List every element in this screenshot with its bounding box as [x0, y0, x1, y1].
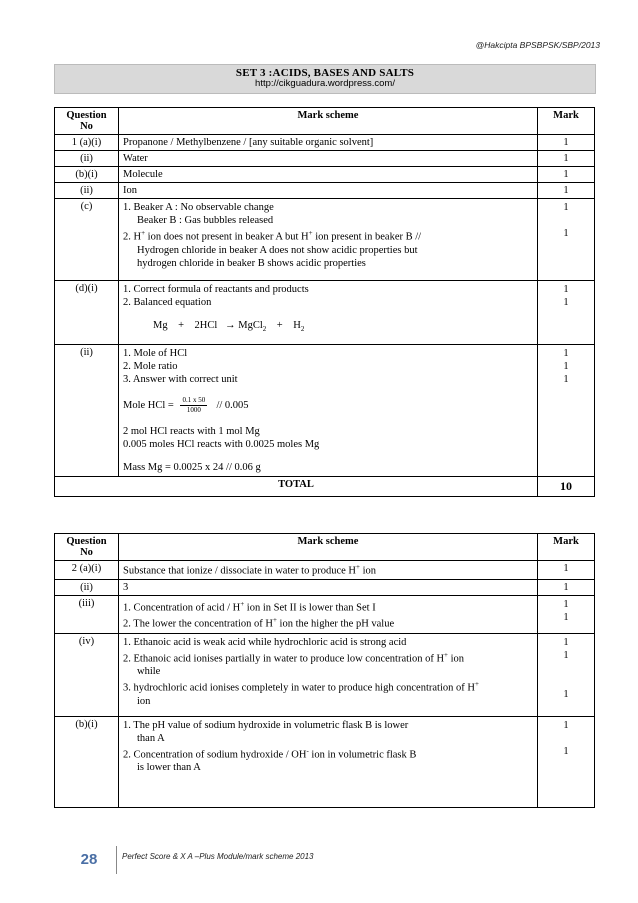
table-row: (iv) 1. Ethanoic acid is weak acid while hydrochloric acid is strong acid 2. Ethanoic acid ionises partially in water to produce low concentration of H+ ion while 3. hydrochloric acid ionises completely in water to produce high concentration of H+ ion 1 1 1 — [55, 633, 595, 716]
chemical-equation: Mg + 2HCl → MgCl$_2$ + $H_2$ — [153, 319, 305, 333]
question-header: Question No — [55, 534, 119, 561]
table-row: (iii) 1. Concentration of acid / H+ ion in Set II is lower than Set I 2. The lower the concentration of H+ ion the higher the pH value 1 1 — [55, 595, 595, 633]
set-title: SET 3 :ACIDS, BASES AND SALTS — [235, 67, 415, 79]
scheme-header: Mark scheme — [119, 534, 538, 561]
table-row: (c) 1. Beaker A : No observable change Beaker B : Gas bubbles released 2. H+ ion does not present in beaker A but H+ ion present in beaker B // Hydrogen chloride in beaker A does not show acidic properties but hydrogen chloride in beaker B shows acidic properties 1 1 — [55, 199, 595, 281]
fraction: $\frac{0.1 x 50}{1000}$ — [182, 395, 206, 414]
table-row: 2 (a)(i) Substance that ionize / dissociate in water to produce H+ ion 1 — [55, 561, 595, 580]
mark-scheme-table-2 — [54, 533, 595, 808]
source-url[interactable]: http://cikguadura.wordpress.com/ — [255, 78, 395, 89]
mole-calculation: Mole HCl = $\frac{0.1 x 50}{1000}$ // 0.005 — [123, 395, 249, 414]
table-row: (b)(i) 1. The pH value of sodium hydroxide in volumetric flask B is lower than A 2. Concentration of sodium hydroxide / OH- ion in volumetric flask B is lower than A 1 1 — [55, 716, 595, 807]
table-row: (ii) 3 1 — [55, 579, 595, 595]
mark-header: Mark — [538, 108, 595, 135]
table-row: (ii) Water 1 — [55, 151, 595, 167]
footer-text: Perfect Score & X A –Plus Module/mark scheme 2013 — [122, 852, 314, 861]
total-row: TOTAL 10 — [55, 476, 595, 496]
question-header: Question No — [55, 108, 119, 135]
table-row: 1 (a)(i) Propanone / Methylbenzene / [any suitable organic solvent] 1 — [55, 135, 595, 151]
table-row: (ii) 1. Mole of HCl 2. Mole ratio 3. Answer with correct unit Mole HCl = $\frac{0.1 x 50}{1000}$ // 0.005 2 mol HCl reacts with 1 mol Mg 0.005 moles HCl reacts with 0.0025 moles Mg Mass Mg = 0.0025 x 24 // 0.06 g 1 1 1 — [55, 344, 595, 476]
table-row: (ii) Ion 1 — [55, 183, 595, 199]
table-row: (b)(i) Molecule 1 — [55, 167, 595, 183]
table-header-row — [55, 108, 595, 135]
page-number: 28 — [62, 846, 117, 874]
mark-header: Mark — [538, 534, 595, 561]
copyright-header: @Hakcipta BPSBPSK/SBP/2013 — [475, 40, 600, 50]
set-title-banner — [54, 64, 596, 94]
scheme-header: Mark scheme — [119, 108, 538, 135]
mark-scheme-table-1 — [54, 107, 595, 497]
table-header-row — [55, 534, 595, 561]
table-row: (d)(i) 1. Correct formula of reactants and products 2. Balanced equation Mg + 2HCl → MgCl$_2$ + $H_2$ 1 1 — [55, 280, 595, 344]
